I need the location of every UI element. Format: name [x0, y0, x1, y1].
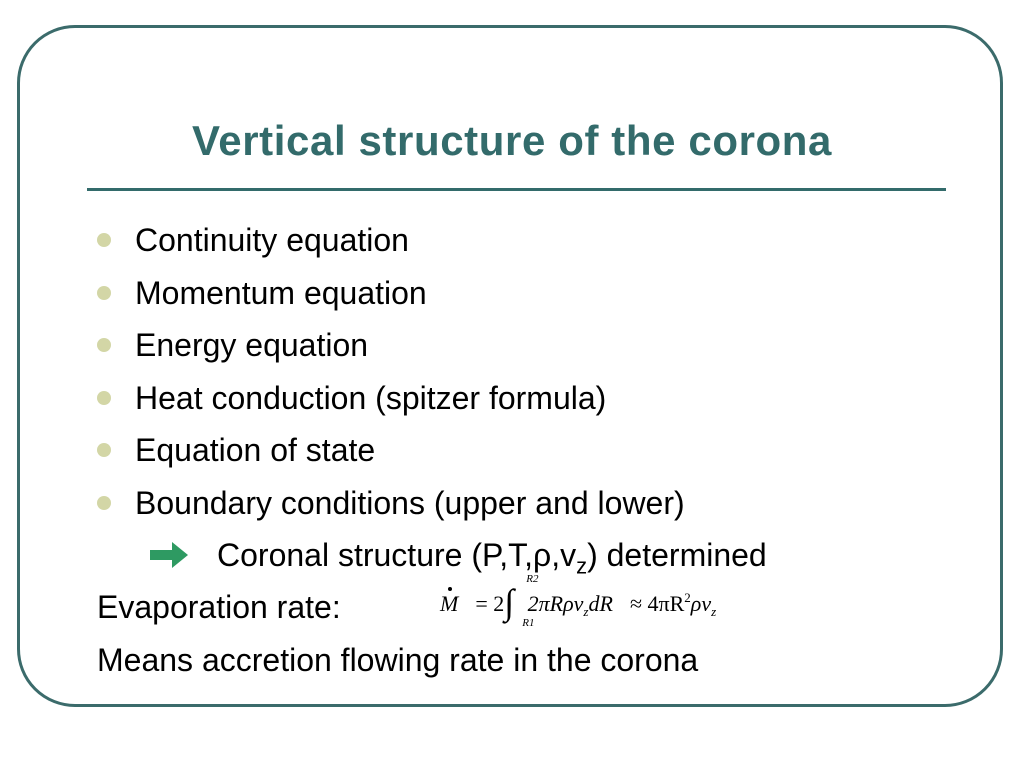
- bullet-list: [97, 218, 685, 533]
- bullet-text: Heat conduction (spitzer formula): [135, 379, 607, 416]
- bullet-dot-icon: [97, 338, 111, 352]
- title-underline: [87, 188, 946, 191]
- formula-tail: ρv: [690, 591, 712, 617]
- bullet-item: [97, 376, 685, 429]
- bullet-text: Continuity equation: [135, 222, 409, 258]
- bullet-dot-icon: [97, 496, 111, 510]
- bullet-text: Equation of state: [135, 432, 376, 468]
- bullet-dot-icon: [97, 233, 111, 247]
- formula-approx: ≈ 4πR: [629, 591, 685, 617]
- integral-sign: ∫ R2 R1: [504, 573, 539, 629]
- bullet-dot-icon: [97, 391, 111, 405]
- formula-differential: dR: [588, 591, 613, 617]
- meaning-text: Means accretion flowing rate in the corona: [97, 642, 699, 678]
- bullet-text: Momentum equation: [135, 274, 427, 311]
- bullet-dot-icon: [97, 443, 111, 457]
- formula-upper-limit: R2: [526, 573, 539, 585]
- right-arrow-icon: [150, 542, 188, 568]
- slide-title: Vertical structure of the corona: [191, 117, 833, 164]
- bullet-text: Boundary conditions (upper and lower): [135, 484, 685, 521]
- formula-integrand: 2πRρv: [527, 591, 584, 617]
- bullet-text: Energy equation: [135, 327, 369, 363]
- bullet-dot-icon: [97, 286, 111, 300]
- bullet-item: [97, 218, 685, 271]
- formula-lower-limit: R1: [522, 617, 535, 629]
- evaporation-label: Evaporation rate:: [97, 589, 341, 625]
- bullet-item: [97, 481, 685, 534]
- formula-lhs: M: [440, 591, 459, 617]
- bullet-item: [97, 323, 685, 376]
- result-text: Coronal structure $(P,T,\rho,v_z)$ determined: [217, 537, 767, 579]
- evaporation-formula: M = 2∫ R2 R1 $2\pi R\rho v_zdR \approx 4\pi R^2\rho v_z$: [440, 573, 717, 629]
- bullet-item: [97, 271, 685, 324]
- bullet-item: [97, 428, 685, 481]
- formula-equals: = 2: [475, 591, 505, 617]
